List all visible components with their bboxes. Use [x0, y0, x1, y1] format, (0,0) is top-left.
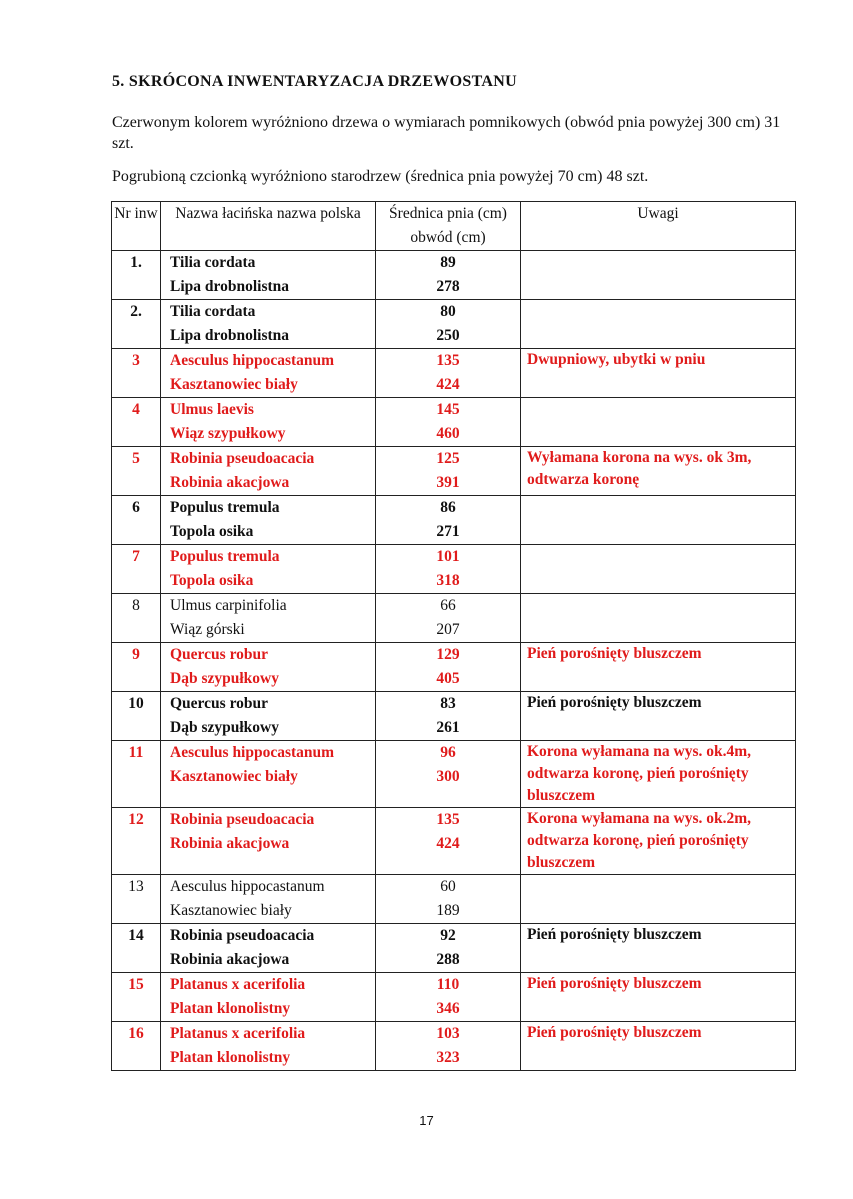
cell-nr: [112, 398, 161, 447]
cell-dimensions: [376, 973, 521, 1022]
trunk-diameter: 101: [436, 548, 460, 565]
cell-dimensions: [376, 545, 521, 594]
trunk-circumference: 424: [436, 835, 460, 852]
cell-nr: [112, 251, 161, 300]
cell-dimensions: [376, 496, 521, 545]
remark-line-1: Pień porośnięty bluszczem: [527, 645, 702, 662]
remark-line-2: [527, 371, 795, 393]
trunk-diameter: 92: [440, 927, 456, 944]
cell-remarks: [521, 594, 796, 643]
polish-name: Robinia akacjowa: [170, 474, 290, 491]
remark-line-2: [527, 616, 795, 638]
inventory-number: 8: [132, 597, 140, 614]
polish-name: Wiąz szypułkowy: [170, 425, 286, 442]
trunk-circumference: 189: [436, 902, 460, 919]
table-row: [112, 447, 796, 496]
header-dim-line2: obwód (cm): [410, 229, 486, 246]
header-nr: [112, 202, 161, 251]
inventory-number: 1.: [130, 254, 142, 271]
trunk-diameter: 83: [440, 695, 456, 712]
trunk-circumference: 323: [436, 1049, 460, 1066]
inventory-number: 16: [128, 1025, 144, 1042]
cell-name: [161, 924, 376, 973]
cell-dimensions: [376, 741, 521, 808]
remark-line-1: [527, 545, 795, 567]
cell-nr: [112, 594, 161, 643]
trunk-diameter: 80: [440, 303, 456, 320]
cell-remarks: [521, 545, 796, 594]
cell-nr: [112, 973, 161, 1022]
trunk-circumference: 278: [436, 278, 460, 295]
cell-name: [161, 1022, 376, 1071]
polish-name: Dąb szypułkowy: [170, 719, 279, 736]
cell-nr: [112, 447, 161, 496]
cell-dimensions: [376, 643, 521, 692]
page-number: 17: [419, 1113, 434, 1128]
trunk-circumference: 271: [436, 523, 460, 540]
remark-line-1: [527, 875, 795, 897]
table-row: [112, 545, 796, 594]
intro-paragraph-red: Czerwonym kolorem wyróżniono drzewa o wymiarach pomnikowych (obwód pnia powyżej 300 cm) 31 szt.: [112, 114, 781, 152]
latin-name: Aesculus hippocastanum: [170, 878, 325, 895]
cell-name: [161, 973, 376, 1022]
remark-line-2: odtwarza koronę, pień porośnięty: [527, 765, 749, 782]
remark-line-2: [527, 665, 795, 687]
cell-dimensions: [376, 447, 521, 496]
cell-nr: [112, 349, 161, 398]
trunk-circumference: 391: [436, 474, 460, 491]
header-dim-line1: Średnica pnia (cm): [389, 205, 507, 222]
cell-name: [161, 808, 376, 875]
trunk-circumference: 261: [436, 719, 460, 736]
trunk-circumference: 424: [436, 376, 460, 393]
inventory-number: 5: [132, 450, 140, 467]
remark-line-1: Korona wyłamana na wys. ok.2m,: [527, 810, 752, 827]
remark-line-2: odtwarza koronę, pień porośnięty: [527, 832, 749, 849]
remark-line-1: [527, 300, 795, 322]
cell-dimensions: [376, 251, 521, 300]
header-remarks: [521, 202, 796, 251]
cell-name: [161, 875, 376, 924]
cell-name: [161, 496, 376, 545]
latin-name: Robinia pseudoacacia: [170, 927, 315, 944]
trunk-circumference: 318: [436, 572, 460, 589]
inventory-number: 12: [128, 811, 144, 828]
trunk-diameter: 125: [436, 450, 460, 467]
trunk-circumference: 288: [436, 951, 460, 968]
inventory-number: 9: [132, 646, 140, 663]
cell-name: [161, 447, 376, 496]
cell-nr: [112, 924, 161, 973]
cell-dimensions: [376, 349, 521, 398]
remark-line-2: [527, 273, 795, 295]
polish-name: Platan klonolistny: [170, 1000, 291, 1017]
remark-line-3: bluszczem: [527, 854, 596, 871]
trunk-diameter: 96: [440, 744, 456, 761]
trunk-diameter: 89: [440, 254, 456, 271]
polish-name: Lipa drobnolistna: [170, 327, 290, 344]
latin-name: Platanus x acerifolia: [170, 976, 306, 993]
table-row: [112, 924, 796, 973]
inventory-number: 13: [128, 878, 144, 895]
remark-line-1: Dwupniowy, ubytki w pniu: [527, 351, 706, 368]
cell-remarks: [521, 973, 796, 1022]
trunk-diameter: 103: [436, 1025, 460, 1042]
header-dimensions: [376, 202, 521, 251]
polish-name: Topola osika: [170, 572, 254, 589]
trunk-diameter: 110: [436, 976, 460, 993]
remark-line-1: Pień porośnięty bluszczem: [527, 1024, 702, 1041]
polish-name: Topola osika: [170, 523, 254, 540]
remark-line-1: Korona wyłamana na wys. ok.4m,: [527, 743, 752, 760]
latin-name: Aesculus hippocastanum: [170, 744, 335, 761]
latin-name: Tilia cordata: [170, 254, 256, 271]
latin-name: Robinia pseudoacacia: [170, 450, 315, 467]
latin-name: Quercus robur: [170, 646, 269, 663]
remark-line-2: [527, 567, 795, 589]
table-header-row: [112, 202, 796, 251]
remark-line-1: Pień porośnięty bluszczem: [527, 926, 702, 943]
cell-dimensions: [376, 300, 521, 349]
cell-dimensions: [376, 875, 521, 924]
cell-name: [161, 349, 376, 398]
trunk-circumference: 300: [436, 768, 460, 785]
cell-dimensions: [376, 594, 521, 643]
remark-line-2: [527, 897, 795, 919]
cell-dimensions: [376, 808, 521, 875]
remark-line-2: [527, 420, 795, 442]
inventory-number: 2.: [130, 303, 142, 320]
trunk-circumference: 460: [436, 425, 460, 442]
remark-line-1: Wyłamana korona na wys. ok 3m,: [527, 449, 752, 466]
latin-name: Populus tremula: [170, 548, 280, 565]
cell-nr: [112, 545, 161, 594]
remark-line-2: odtwarza koronę: [527, 471, 640, 488]
cell-remarks: [521, 808, 796, 875]
trunk-diameter: 66: [440, 597, 456, 614]
cell-remarks: [521, 1022, 796, 1071]
polish-name: Kasztanowiec biały: [170, 768, 298, 785]
cell-remarks: [521, 643, 796, 692]
inventory-number: 14: [128, 927, 144, 944]
cell-remarks: [521, 447, 796, 496]
cell-dimensions: [376, 924, 521, 973]
cell-remarks: [521, 692, 796, 741]
cell-name: [161, 741, 376, 808]
trunk-diameter: 60: [440, 878, 456, 895]
table-row: [112, 973, 796, 1022]
cell-remarks: [521, 300, 796, 349]
latin-name: Tilia cordata: [170, 303, 256, 320]
inventory-number: 15: [128, 976, 144, 993]
latin-name: Ulmus laevis: [170, 401, 254, 418]
cell-remarks: [521, 251, 796, 300]
header-name-line1: Nazwa łacińska: [175, 205, 273, 222]
cell-nr: [112, 1022, 161, 1071]
trunk-diameter: 86: [440, 499, 456, 516]
cell-remarks: [521, 875, 796, 924]
table-row: [112, 741, 796, 808]
remark-line-1: [527, 251, 795, 273]
inventory-number: 6: [132, 499, 140, 516]
latin-name: Quercus robur: [170, 695, 269, 712]
tree-inventory-table: [111, 201, 796, 1071]
cell-nr: [112, 300, 161, 349]
header-remarks-line: Uwagi: [637, 205, 679, 222]
trunk-circumference: 207: [436, 621, 460, 638]
remark-line-2: [527, 518, 795, 540]
cell-name: [161, 643, 376, 692]
cell-name: [161, 251, 376, 300]
cell-remarks: [521, 924, 796, 973]
trunk-circumference: 346: [436, 1000, 460, 1017]
remark-line-2: [527, 946, 795, 968]
intro-paragraph-bold: Pogrubioną czcionką wyróżniono starodrzew (średnica pnia powyżej 70 cm) 48 szt.: [112, 168, 649, 185]
inventory-number: 3: [132, 352, 140, 369]
cell-nr: [112, 875, 161, 924]
remark-line-1: [527, 496, 795, 518]
cell-name: [161, 594, 376, 643]
remark-line-2: [527, 322, 795, 344]
table-row: [112, 496, 796, 545]
inventory-number: 7: [132, 548, 140, 565]
cell-name: [161, 692, 376, 741]
cell-remarks: [521, 741, 796, 808]
remark-line-2: [527, 1044, 795, 1066]
remark-line-1: [527, 398, 795, 420]
cell-dimensions: [376, 398, 521, 447]
trunk-diameter: 145: [436, 401, 460, 418]
inventory-number: 11: [128, 744, 144, 761]
cell-remarks: [521, 349, 796, 398]
trunk-diameter: 135: [436, 352, 460, 369]
cell-remarks: [521, 398, 796, 447]
polish-name: Wiąz górski: [170, 621, 245, 638]
cell-nr: [112, 692, 161, 741]
inventory-number: 4: [132, 401, 140, 418]
cell-dimensions: [376, 1022, 521, 1071]
table-row: [112, 692, 796, 741]
polish-name: Lipa drobnolistna: [170, 278, 290, 295]
latin-name: Ulmus carpinifolia: [170, 597, 287, 614]
latin-name: Populus tremula: [170, 499, 280, 516]
cell-nr: [112, 496, 161, 545]
polish-name: Kasztanowiec biały: [170, 376, 298, 393]
cell-remarks: [521, 496, 796, 545]
header-nr-line2: inw: [134, 205, 158, 222]
remark-line-1: Pień porośnięty bluszczem: [527, 975, 702, 992]
remark-line-2: [527, 714, 795, 736]
cell-nr: [112, 741, 161, 808]
table-row: [112, 643, 796, 692]
cell-name: [161, 398, 376, 447]
polish-name: Kasztanowiec biały: [170, 902, 292, 919]
remark-line-1: Pień porośnięty bluszczem: [527, 694, 702, 711]
polish-name: Robinia akacjowa: [170, 835, 290, 852]
latin-name: Aesculus hippocastanum: [170, 352, 335, 369]
trunk-diameter: 129: [436, 646, 460, 663]
table-row: [112, 251, 796, 300]
polish-name: Robinia akacjowa: [170, 951, 290, 968]
section-title: 5. SKRÓCONA INWENTARYZACJA DRZEWOSTANU: [112, 73, 517, 90]
polish-name: Platan klonolistny: [170, 1049, 291, 1066]
table-row: [112, 1022, 796, 1071]
cell-name: [161, 300, 376, 349]
table-row: [112, 300, 796, 349]
latin-name: Platanus x acerifolia: [170, 1025, 306, 1042]
cell-dimensions: [376, 692, 521, 741]
cell-nr: [112, 808, 161, 875]
cell-nr: [112, 643, 161, 692]
remark-line-1: [527, 594, 795, 616]
latin-name: Robinia pseudoacacia: [170, 811, 315, 828]
remark-line-3: bluszczem: [527, 787, 596, 804]
table-row: [112, 349, 796, 398]
trunk-circumference: 405: [436, 670, 460, 687]
table-row: [112, 594, 796, 643]
remark-line-2: [527, 995, 795, 1017]
header-nr-line1: Nr: [114, 205, 131, 222]
header-name-line2: nazwa polska: [276, 205, 361, 222]
table-row: [112, 398, 796, 447]
trunk-circumference: 250: [436, 327, 460, 344]
table-row: [112, 875, 796, 924]
cell-name: [161, 545, 376, 594]
polish-name: Dąb szypułkowy: [170, 670, 279, 687]
header-name: [161, 202, 376, 251]
inventory-number: 10: [128, 695, 144, 712]
trunk-diameter: 135: [436, 811, 460, 828]
table-row: [112, 808, 796, 875]
